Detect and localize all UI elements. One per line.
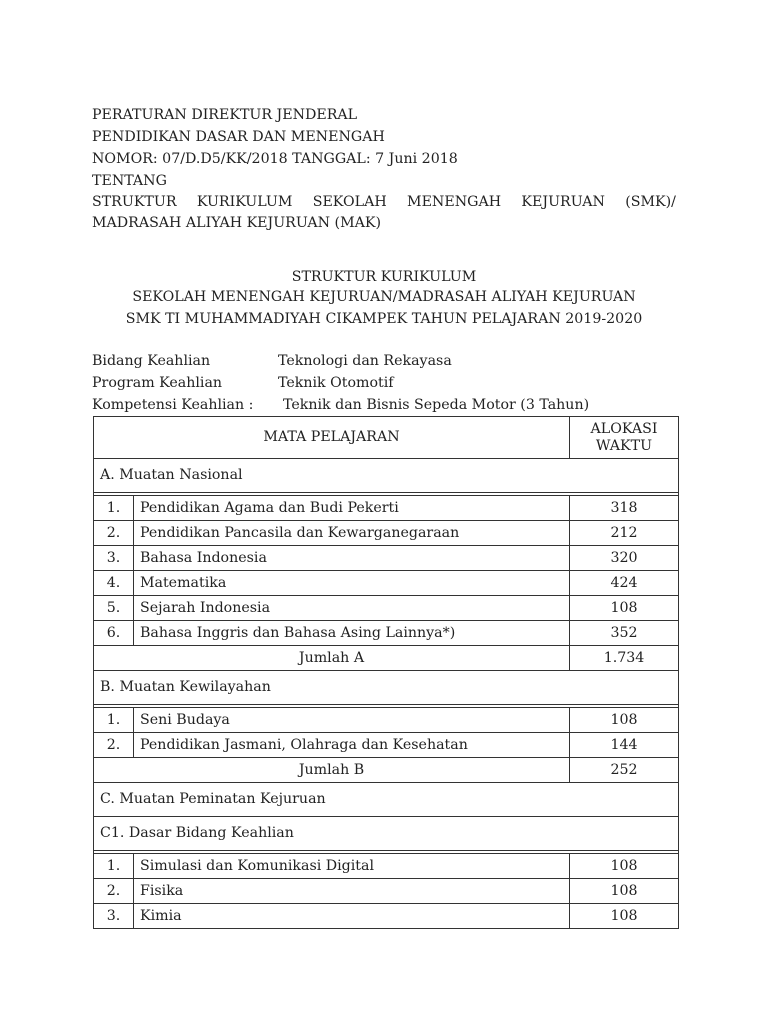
- total-row: [94, 758, 679, 783]
- row-value: 108: [570, 854, 679, 879]
- row-value: 352: [570, 621, 679, 646]
- row-value: 108: [570, 904, 679, 929]
- row-value: 108: [570, 879, 679, 904]
- program-value: Teknik Otomotif: [278, 375, 394, 391]
- subject-word: SEKOLAH: [312, 194, 387, 210]
- row-subject: Pendidikan Agama dan Budi Pekerti: [134, 496, 570, 521]
- row-subject: Sejarah Indonesia: [134, 596, 570, 621]
- col-subject-header: MATA PELAJARAN: [94, 417, 570, 459]
- section-c-row: [94, 783, 679, 817]
- table-row: [94, 571, 679, 596]
- section-c-title: C. Muatan Peminatan Kejuruan: [94, 783, 679, 817]
- table-row: [94, 496, 679, 521]
- bidang-value: Teknologi dan Rekayasa: [278, 353, 452, 369]
- row-value: 108: [570, 596, 679, 621]
- subject-word: (SMK)/: [625, 194, 676, 210]
- doc-school: SMK TI MUHAMMADIYAH CIKAMPEK TAHUN PELAJARAN 2019-2020: [125, 311, 643, 327]
- subject-word: KURIKULUM: [196, 194, 293, 210]
- table-row: [94, 854, 679, 879]
- col-time-line2: WAKTU: [595, 437, 653, 454]
- row-value: 424: [570, 571, 679, 596]
- section-b-title: B. Muatan Kewilayahan: [94, 671, 679, 705]
- row-number: 2.: [94, 521, 134, 546]
- row-value: 318: [570, 496, 679, 521]
- row-number: 5.: [94, 596, 134, 621]
- curriculum-table: [93, 416, 679, 929]
- total-a-value: 1.734: [570, 646, 679, 671]
- row-number: 1.: [94, 854, 134, 879]
- row-subject: Pendidikan Pancasila dan Kewarganegaraan: [134, 521, 570, 546]
- table-row: [94, 879, 679, 904]
- section-b-row: [94, 671, 679, 705]
- table-row: [94, 621, 679, 646]
- regulation-subject-line: [92, 193, 676, 211]
- row-subject: Fisika: [134, 879, 570, 904]
- row-value: 320: [570, 546, 679, 571]
- table-row: [94, 596, 679, 621]
- row-number: 2.: [94, 733, 134, 758]
- regulation-subject-line2: MADRASAH ALIYAH KEJURUAN (MAK): [92, 215, 381, 231]
- table-row: [94, 521, 679, 546]
- row-value: 108: [570, 708, 679, 733]
- regulation-title: PERATURAN DIREKTUR JENDERAL: [92, 107, 358, 123]
- table-row: [94, 904, 679, 929]
- row-subject: Pendidikan Jasmani, Olahraga dan Kesehatan: [134, 733, 570, 758]
- row-subject: Simulasi dan Komunikasi Digital: [134, 854, 570, 879]
- subject-word: STRUKTUR: [92, 194, 177, 210]
- row-number: 1.: [94, 708, 134, 733]
- row-subject: Seni Budaya: [134, 708, 570, 733]
- row-subject: Bahasa Indonesia: [134, 546, 570, 571]
- section-a-row: [94, 459, 679, 493]
- row-value: 212: [570, 521, 679, 546]
- row-number: 3.: [94, 904, 134, 929]
- row-subject: Matematika: [134, 571, 570, 596]
- table-row: [94, 708, 679, 733]
- regulation-number: NOMOR: 07/D.D5/KK/2018 TANGGAL: 7 Juni 2018: [92, 151, 458, 167]
- table-row: [94, 733, 679, 758]
- subject-word: MENENGAH: [407, 194, 502, 210]
- total-a-label: Jumlah A: [94, 646, 570, 671]
- section-c1-title: C1. Dasar Bidang Keahlian: [94, 817, 679, 851]
- row-subject: Kimia: [134, 904, 570, 929]
- col-time-line1: ALOKASI: [590, 420, 658, 437]
- total-row: [94, 646, 679, 671]
- total-b-value: 252: [570, 758, 679, 783]
- table-row: [94, 546, 679, 571]
- row-number: 6.: [94, 621, 134, 646]
- row-number: 3.: [94, 546, 134, 571]
- table-header-row: [94, 417, 679, 459]
- doc-subtitle: SEKOLAH MENENGAH KEJURUAN/MADRASAH ALIYAH KEJURUAN: [132, 289, 636, 305]
- regulation-subtitle: PENDIDIKAN DASAR DAN MENENGAH: [92, 129, 385, 145]
- subject-word: KEJURUAN: [521, 194, 605, 210]
- doc-title: STRUKTUR KURIKULUM: [291, 269, 477, 285]
- col-time-header: [570, 417, 679, 459]
- section-a-title: A. Muatan Nasional: [94, 459, 679, 493]
- row-number: 2.: [94, 879, 134, 904]
- kompetensi-label: Kompetensi Keahlian :: [92, 397, 254, 413]
- bidang-label: Bidang Keahlian: [92, 353, 211, 369]
- row-value: 144: [570, 733, 679, 758]
- row-number: 4.: [94, 571, 134, 596]
- row-subject: Bahasa Inggris dan Bahasa Asing Lainnya*): [134, 621, 570, 646]
- regulation-about: TENTANG: [92, 173, 167, 189]
- program-label: Program Keahlian: [92, 375, 223, 391]
- total-b-label: Jumlah B: [94, 758, 570, 783]
- kompetensi-value: Teknik dan Bisnis Sepeda Motor (3 Tahun): [283, 397, 590, 413]
- section-c1-row: [94, 817, 679, 851]
- row-number: 1.: [94, 496, 134, 521]
